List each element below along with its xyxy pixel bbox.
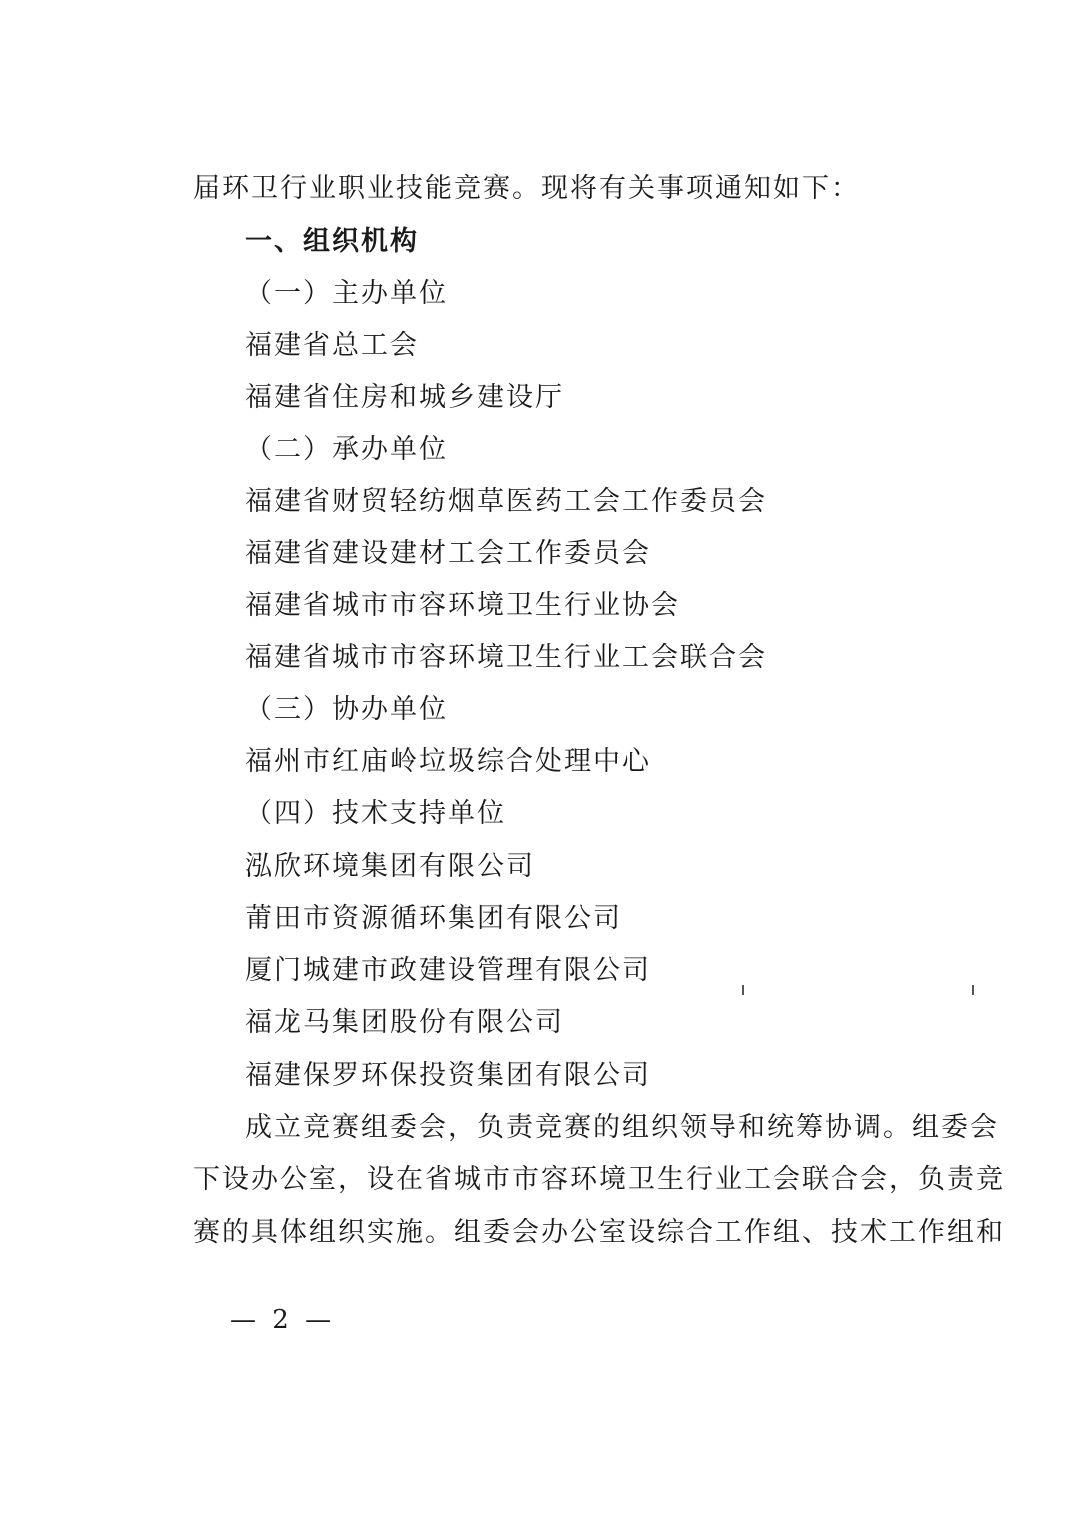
scan-speck: [972, 985, 974, 995]
paragraph-line: 下设办公室，设在省城市市容环境卫生行业工会联合会，负责竞: [193, 1164, 1005, 1195]
list-item: 福州市红庙岭垃圾综合处理中心: [245, 746, 651, 777]
list-item: 福建省城市市容环境卫生行业协会: [245, 590, 680, 621]
subheading-host-units: （一）主办单位: [245, 278, 448, 309]
subheading-technical-support-units: （四）技术支持单位: [245, 798, 506, 829]
scan-speck: [742, 985, 744, 995]
list-item: 福建省住房和城乡建设厅: [245, 382, 564, 413]
list-item: 福建省建设建材工会工作委员会: [245, 538, 651, 569]
subheading-organizer-units: （二）承办单位: [245, 434, 448, 465]
list-item: 福龙马集团股份有限公司: [245, 1007, 564, 1038]
list-item: 福建省城市市容环境卫生行业工会联合会: [245, 642, 767, 673]
section-heading-organization: 一、组织机构: [245, 226, 419, 257]
text-line-continuation: 届环卫行业职业技能竞赛。现将有关事项通知如下：: [193, 173, 860, 204]
paragraph-line: 成立竞赛组委会，负责竞赛的组织领导和统筹协调。组委会: [245, 1112, 999, 1143]
list-item: 厦门城建市政建设管理有限公司: [245, 955, 651, 986]
list-item: 莆田市资源循环集团有限公司: [245, 903, 622, 934]
subheading-co-organizer-units: （三）协办单位: [245, 694, 448, 725]
list-item: 福建省总工会: [245, 330, 419, 361]
list-item: 福建省财贸轻纺烟草医药工会工作委员会: [245, 486, 767, 517]
page-number: — 2 —: [230, 1305, 336, 1335]
paragraph-line: 赛的具体组织实施。组委会办公室设综合工作组、技术工作组和: [193, 1217, 1005, 1248]
list-item: 福建保罗环保投资集团有限公司: [245, 1060, 651, 1091]
list-item: 泓欣环境集团有限公司: [245, 851, 535, 882]
